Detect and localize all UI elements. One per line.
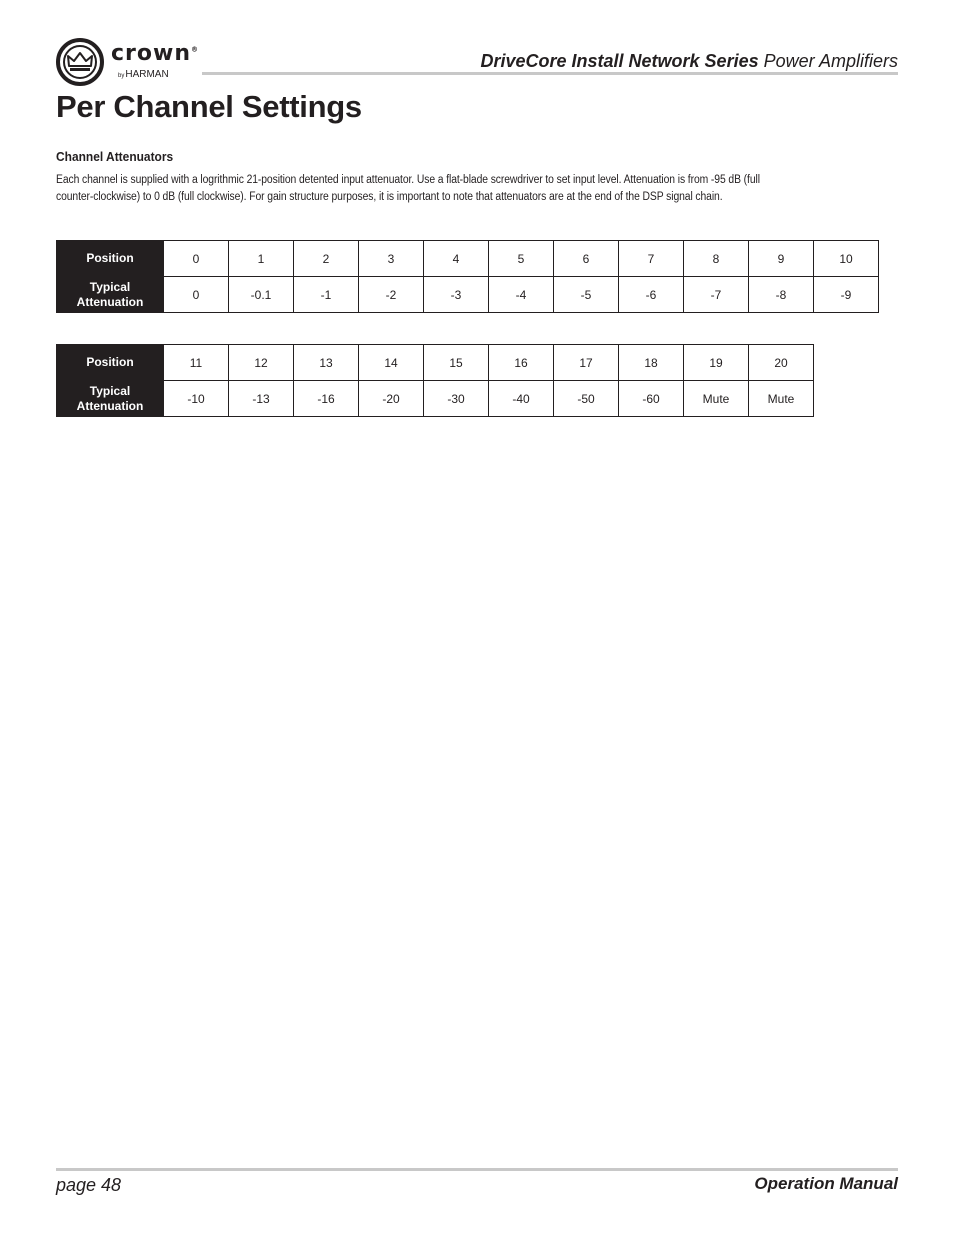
attenuator-table-2 bbox=[56, 344, 814, 417]
manual-title: Operation Manual bbox=[754, 1174, 898, 1193]
position-cell: 10 bbox=[814, 241, 879, 277]
series-title-light: Power Amplifiers bbox=[763, 51, 898, 71]
position-cell: 9 bbox=[749, 241, 814, 277]
page-number: page 48 bbox=[56, 1175, 122, 1195]
position-header: Position bbox=[57, 241, 164, 277]
position-cell: 11 bbox=[164, 345, 229, 381]
position-cell: 1 bbox=[229, 241, 294, 277]
series-title-bold: DriveCore Install Network Series bbox=[480, 51, 759, 71]
position-row bbox=[57, 345, 814, 381]
position-cell: 17 bbox=[554, 345, 619, 381]
crown-logo bbox=[56, 38, 206, 86]
footer-divider bbox=[56, 1168, 898, 1171]
attenuation-cell: -6 bbox=[619, 277, 684, 313]
attenuation-cell: -4 bbox=[489, 277, 554, 313]
position-cell: 8 bbox=[684, 241, 749, 277]
position-cell: 4 bbox=[424, 241, 489, 277]
attenuation-cell: -60 bbox=[619, 381, 684, 417]
attenuation-cell: -40 bbox=[489, 381, 554, 417]
position-cell: 19 bbox=[684, 345, 749, 381]
attenuation-header: Typical Attenuation bbox=[57, 381, 164, 417]
position-cell: 18 bbox=[619, 345, 684, 381]
position-cell: 7 bbox=[619, 241, 684, 277]
attenuation-cell: -16 bbox=[294, 381, 359, 417]
attenuation-cell: -2 bbox=[359, 277, 424, 313]
attenuation-cell: -5 bbox=[554, 277, 619, 313]
position-row bbox=[57, 241, 879, 277]
crown-logo-icon bbox=[56, 38, 106, 86]
attenuation-cell: Mute bbox=[749, 381, 814, 417]
header-divider bbox=[202, 72, 898, 75]
position-cell: 20 bbox=[749, 345, 814, 381]
attenuation-cell: -1 bbox=[294, 277, 359, 313]
attenuator-table-1 bbox=[56, 240, 879, 313]
position-cell: 5 bbox=[489, 241, 554, 277]
attenuation-cell: -3 bbox=[424, 277, 489, 313]
attenuation-cell: -7 bbox=[684, 277, 749, 313]
position-cell: 12 bbox=[229, 345, 294, 381]
series-title bbox=[480, 51, 898, 72]
attenuation-cell: Mute bbox=[684, 381, 749, 417]
section-body: Each channel is supplied with a logrithmic 21-position detented input attenuator. Use a flat-blade screwdriver to set input level. Attenuation is from -95 dB (full counter-clockwise) to 0 dB (full clockwise). For gain structure purposes, it is important to note that attenuators are at the end of the DSP signal chain. bbox=[56, 174, 760, 203]
attenuation-cell: -0.1 bbox=[229, 277, 294, 313]
logo-by-harman: byHARMAN bbox=[118, 69, 169, 80]
attenuation-header: Typical Attenuation bbox=[57, 277, 164, 313]
position-cell: 0 bbox=[164, 241, 229, 277]
section-heading: Channel Attenuators bbox=[56, 149, 174, 164]
position-cell: 14 bbox=[359, 345, 424, 381]
position-header: Position bbox=[57, 345, 164, 381]
logo-brand: crown® bbox=[111, 41, 199, 66]
attenuation-cell: -13 bbox=[229, 381, 294, 417]
attenuation-row bbox=[57, 381, 814, 417]
attenuation-cell: -9 bbox=[814, 277, 879, 313]
attenuation-cell: -20 bbox=[359, 381, 424, 417]
attenuation-cell: -50 bbox=[554, 381, 619, 417]
position-cell: 15 bbox=[424, 345, 489, 381]
attenuation-cell: 0 bbox=[164, 277, 229, 313]
position-cell: 6 bbox=[554, 241, 619, 277]
attenuation-cell: -8 bbox=[749, 277, 814, 313]
position-cell: 2 bbox=[294, 241, 359, 277]
position-cell: 13 bbox=[294, 345, 359, 381]
attenuation-row bbox=[57, 277, 879, 313]
position-cell: 3 bbox=[359, 241, 424, 277]
attenuation-cell: -10 bbox=[164, 381, 229, 417]
page-title: Per Channel Settings bbox=[56, 89, 362, 124]
attenuation-cell: -30 bbox=[424, 381, 489, 417]
position-cell: 16 bbox=[489, 345, 554, 381]
